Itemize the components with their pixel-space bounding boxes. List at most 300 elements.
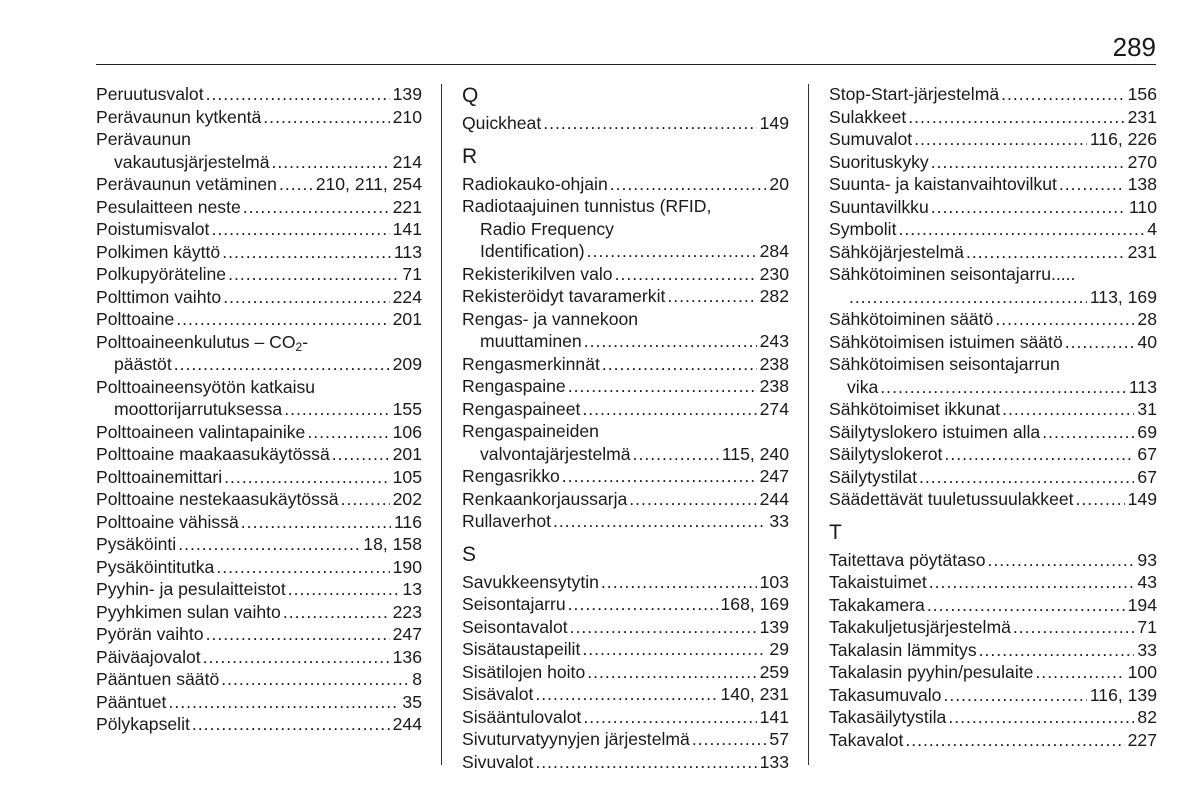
entry-page-ref: 247 [759, 466, 789, 486]
entry-page-ref: 138 [1127, 174, 1157, 194]
entry-page-ref: 238 [759, 353, 789, 374]
entry-term-text: Sisätaustapeilit [462, 639, 581, 659]
entry-term [480, 240, 585, 263]
index-entry [829, 571, 1157, 594]
entry-term [829, 241, 964, 264]
entry-page-ref: 149 [759, 113, 789, 133]
dot-leader [587, 661, 756, 684]
entry-term-text: Sisääntulovalot [462, 706, 582, 727]
index-entry [96, 713, 422, 736]
index-entry [829, 331, 1157, 354]
entry-term-text: Suunta- ja kaistanvaihtovilkut [829, 174, 1057, 194]
dot-leader [584, 330, 757, 353]
index-entry [96, 83, 422, 106]
index-entry [96, 106, 422, 129]
dot-leader [667, 285, 756, 308]
dot-leader [966, 241, 1125, 264]
index-entry [829, 353, 1157, 376]
entry-page-ref: 209 [392, 354, 422, 374]
entry-term-text: Sähkötoiminen säätö [829, 309, 994, 329]
dot-leader [898, 218, 1144, 241]
entry-term-text: Pääntuen säätö [96, 669, 220, 689]
index-entry [462, 285, 789, 308]
entry-term [829, 308, 993, 331]
dot-leader [241, 511, 391, 534]
entry-page-ref: 4 [1147, 219, 1157, 239]
entry-page-ref: 100 [1127, 662, 1157, 682]
index-entry [96, 466, 422, 489]
entry-term [114, 353, 172, 376]
entry-term-text: Rullaverhot [462, 511, 551, 531]
entry-page-ref: 244 [759, 488, 789, 509]
entry-term [96, 578, 286, 601]
dot-leader [908, 106, 1124, 129]
dot-leader [283, 601, 390, 624]
index-column-3 [829, 83, 1157, 751]
index-entry [829, 421, 1157, 444]
entry-page-ref: 224 [392, 286, 422, 307]
entry-term-text: vika [847, 376, 879, 397]
index-entry [96, 668, 422, 691]
entry-term [829, 466, 917, 489]
entry-term-text: Poistumisvalot [96, 219, 210, 239]
dot-leader [568, 593, 718, 616]
entry-page-ref: 116 [393, 511, 422, 532]
entry-page-ref: 149 [1127, 489, 1157, 509]
index-entry [829, 398, 1157, 421]
index-entry [96, 691, 422, 714]
index-entry [96, 376, 422, 399]
index-entry [829, 549, 1157, 572]
entry-term [829, 488, 1074, 511]
dot-leader [224, 466, 389, 489]
dot-leader [176, 308, 389, 331]
entry-page-ref: 106 [392, 421, 422, 442]
dot-leader [905, 729, 1124, 752]
entry-term [96, 668, 219, 691]
entry-page-ref: 115, 240 [721, 443, 789, 464]
entry-term-text: Rengaspaine [462, 376, 566, 396]
entry-term [96, 308, 174, 331]
entry-term [829, 706, 946, 729]
index-entry [829, 308, 1157, 331]
entry-term [462, 593, 566, 616]
index-entry [96, 308, 422, 331]
entry-page-ref: 244 [392, 714, 422, 734]
index-entry [462, 398, 789, 421]
entry-page-ref: 93 [1137, 549, 1157, 570]
entry-term-text: Takakuljetusjärjestelmä [829, 617, 1011, 637]
entry-term [829, 616, 1011, 639]
entry-term-text: Sähkötoimisen istuimen säätö [829, 331, 1063, 352]
entry-term [462, 375, 566, 398]
entry-term-text: moottorijarrutuksessa [114, 399, 283, 419]
entry-page-ref: 82 [1137, 707, 1157, 727]
entry-term-text: Polttoaineen valintapainike [96, 421, 306, 442]
entry-term [462, 510, 551, 533]
dot-leader [914, 128, 1087, 151]
dot-leader [168, 691, 399, 714]
index-entry [96, 511, 422, 534]
entry-page-ref: 202 [392, 489, 422, 509]
index-entry [462, 465, 789, 488]
index-entry [96, 556, 422, 579]
dot-leader [582, 638, 766, 661]
entry-term [829, 331, 1063, 354]
dot-leader [1001, 83, 1125, 106]
entry-term [96, 173, 277, 196]
entry-page-ref: 141 [759, 706, 789, 727]
dot-leader [228, 263, 399, 286]
entry-term [829, 421, 1040, 444]
dot-leader [610, 173, 767, 196]
index-entry [829, 263, 1157, 286]
dot-leader [692, 728, 767, 751]
entry-term-subscript: 2 [295, 339, 303, 354]
entry-page-ref: 110 [1128, 196, 1157, 217]
section-letter-heading: T [829, 520, 842, 544]
dot-leader [849, 286, 1087, 309]
entry-term-text: Rengas- ja vannekoon [462, 308, 639, 329]
dot-leader [211, 218, 389, 241]
index-entry [96, 286, 422, 309]
index-entry [96, 623, 422, 646]
dot-leader [995, 308, 1134, 331]
dot-leader [1059, 173, 1125, 196]
entry-term-text: Polttimon vaihto [96, 286, 222, 307]
index-entry [96, 601, 422, 624]
index-entry [96, 488, 422, 511]
entry-term [829, 594, 925, 617]
dot-leader [948, 706, 1134, 729]
entry-term-text: Polttoaineensyötön katkaisu [96, 376, 316, 397]
entry-term [96, 601, 281, 624]
dot-leader [222, 241, 391, 264]
entry-term-text: Sähkötoiminen seisontajarru..... [829, 264, 1076, 284]
entry-page-ref: 274 [759, 398, 789, 419]
entry-term [96, 623, 204, 646]
dot-leader [568, 375, 757, 398]
entry-term-text: Sähköjärjestelmä [829, 241, 964, 262]
entry-term-text: Säädettävät tuuletussuulakkeet [829, 489, 1074, 509]
index-entry [462, 353, 789, 376]
entry-page-ref: 243 [759, 331, 789, 351]
entry-page-ref: 35 [402, 691, 422, 712]
entry-page-ref: 223 [392, 601, 422, 622]
page-number: 289 [1112, 32, 1156, 62]
entry-term-text: Polttoaine nestekaasukäytössä [96, 489, 339, 509]
index-entry [96, 578, 422, 601]
entry-term [96, 511, 239, 534]
index-entry [462, 195, 789, 218]
entry-term-text: Pyyhin- ja pesulaitteistot [96, 579, 286, 599]
entry-page-ref: 69 [1137, 421, 1157, 442]
dot-leader [174, 353, 390, 376]
index-entry [96, 421, 422, 444]
entry-page-ref: 18, 158 [363, 534, 422, 554]
dot-leader [615, 263, 757, 286]
entry-term [829, 128, 912, 151]
dot-leader [927, 594, 1125, 617]
index-entry [462, 263, 789, 286]
dot-leader [629, 488, 756, 511]
index-entry [462, 112, 789, 135]
index-entry [829, 706, 1157, 729]
dot-leader [263, 106, 389, 129]
entry-term [829, 83, 999, 106]
index-entry [462, 616, 789, 639]
entry-page-ref: 71 [402, 264, 422, 284]
entry-term [847, 376, 878, 399]
index-entry [462, 728, 789, 751]
entry-term-text: muuttaminen [480, 331, 582, 351]
index-entry [829, 241, 1157, 264]
entry-term-text: Säilytystilat [829, 466, 917, 487]
entry-page-ref: 31 [1137, 399, 1157, 419]
entry-page-ref: 231 [1127, 241, 1157, 262]
dot-leader [332, 443, 390, 466]
dot-leader [880, 376, 1126, 399]
dot-leader [931, 151, 1125, 174]
entry-page-ref: 210 [392, 106, 422, 127]
index-entry [96, 218, 422, 241]
entry-term [829, 729, 903, 752]
index-entry [462, 173, 789, 196]
dot-leader [943, 684, 1086, 707]
entry-page-ref: 136 [392, 646, 422, 667]
entry-term-text: Perävaunun kytkentä [96, 106, 262, 127]
entry-term-text: Takasumuvalo [829, 684, 942, 705]
entry-page-ref: 33 [769, 511, 789, 531]
dot-leader [1013, 616, 1135, 639]
entry-page-ref: 133 [759, 751, 789, 772]
entry-term [829, 106, 906, 129]
entry-term [96, 286, 221, 309]
dot-leader [633, 443, 719, 466]
entry-term-text: Pölykapselit [96, 714, 190, 734]
index-entry [462, 375, 789, 398]
section-letter-heading: S [462, 542, 477, 566]
entry-term [829, 661, 1033, 684]
entry-page-ref: 116, 139 [1089, 684, 1157, 705]
entry-term [96, 241, 220, 264]
entry-term-text: Rengaspaineiden [462, 421, 599, 441]
entry-term-text: Seisontavalot [462, 616, 568, 637]
entry-page-ref: 201 [392, 444, 422, 464]
entry-term-text: Takasäilytystila [829, 707, 947, 727]
entry-term-text: Polkimen käyttö [96, 241, 221, 262]
entry-term-text: Säilytyslokerot [829, 444, 943, 464]
entry-page-ref: 113, 169 [1089, 286, 1157, 307]
entry-page-ref: 214 [392, 151, 422, 172]
dot-leader [535, 683, 717, 706]
dot-leader [271, 151, 389, 174]
index-entry [462, 661, 789, 684]
entry-term [96, 691, 166, 714]
dot-leader [1042, 421, 1134, 444]
index-entry [829, 128, 1157, 151]
entry-term [462, 398, 580, 421]
entry-term [829, 639, 977, 662]
entry-term-text: Sulakkeet [829, 106, 907, 127]
dot-leader [587, 240, 757, 263]
dot-leader [601, 571, 757, 594]
entry-page-ref: 282 [759, 286, 789, 306]
entry-term-text: Rengasrikko [462, 466, 560, 486]
dot-leader [341, 488, 390, 511]
entry-term-text: Pyörän vaihto [96, 624, 204, 644]
entry-page-ref: 113 [393, 241, 422, 262]
index-entry [462, 638, 789, 661]
index-entry [462, 308, 789, 331]
entry-page-ref: 238 [759, 376, 789, 396]
dot-leader [1065, 331, 1135, 354]
dot-leader [203, 646, 390, 669]
index-entry [829, 684, 1157, 707]
entry-term [96, 196, 241, 219]
entry-term [829, 684, 941, 707]
entry-term [462, 661, 585, 684]
entry-term [96, 443, 330, 466]
entry-term [480, 443, 631, 466]
entry-page-ref: 210, 211, 254 [315, 174, 422, 194]
entry-term [114, 398, 282, 421]
entry-term-text: Päiväajovalot [96, 646, 201, 667]
index-entry [96, 173, 422, 196]
entry-term [462, 751, 533, 774]
entry-term-text: Sivuvalot [462, 751, 534, 772]
dot-leader [206, 83, 390, 106]
entry-term [462, 353, 600, 376]
entry-term-text: Säilytyslokero istuimen alla [829, 421, 1041, 442]
entry-term [829, 196, 929, 219]
index-entry [462, 571, 789, 594]
entry-term-text: Rekisterikilven valo [462, 263, 613, 284]
entry-term [462, 683, 533, 706]
index-entry [462, 330, 789, 353]
entry-term-suffix: - [302, 331, 309, 352]
entry-term [829, 571, 927, 594]
dot-leader [1035, 661, 1124, 684]
index-entry [96, 263, 422, 286]
index-column-1 [96, 83, 422, 736]
dot-leader [1002, 398, 1134, 421]
entry-term-text: Sumuvalot [829, 129, 913, 149]
entry-page-ref: 140, 231 [720, 684, 789, 704]
entry-term [96, 556, 214, 579]
entry-term-text: Suorituskyky [829, 151, 929, 172]
index-entry [829, 466, 1157, 489]
entry-term [462, 706, 581, 729]
entry-term-text: Pyyhkimen sulan vaihto [96, 601, 281, 622]
entry-term [462, 488, 627, 511]
entry-term-text: Pääntuet [96, 691, 167, 712]
entry-term [480, 330, 582, 353]
dot-leader [279, 173, 313, 196]
entry-term [96, 421, 305, 444]
entry-page-ref: 227 [1127, 729, 1157, 750]
entry-term-text: Takaistuimet [829, 572, 927, 592]
index-entry [462, 683, 789, 706]
entry-page-ref: 43 [1137, 572, 1157, 592]
entry-page-ref: 168, 169 [720, 594, 789, 614]
entry-page-ref: 28 [1137, 309, 1157, 329]
entry-term-text: Peruutusvalot [96, 84, 204, 104]
entry-term [462, 112, 541, 135]
entry-page-ref: 221 [392, 196, 422, 217]
entry-term-text: Savukkeensytytin [462, 571, 599, 592]
dot-leader [1076, 488, 1125, 511]
entry-term-text: Takakamera [829, 594, 925, 615]
dot-leader [988, 549, 1135, 572]
dot-leader [944, 443, 1134, 466]
entry-term-text: Sähkötoimiset ikkunat [829, 399, 1001, 419]
index-entry [96, 196, 422, 219]
entry-term [829, 218, 896, 241]
index-entry [96, 331, 422, 354]
entry-term [462, 173, 608, 196]
section-letter-heading: Q [462, 84, 479, 107]
column-divider [441, 84, 442, 765]
entry-term [829, 398, 1000, 421]
entry-page-ref: 105 [392, 466, 422, 487]
entry-page-ref: 13 [402, 579, 422, 599]
entry-term [96, 466, 222, 489]
entry-term-text: Polttoaine [96, 309, 175, 329]
entry-term [462, 285, 665, 308]
entry-term-text: Taitettava pöytätaso [829, 549, 986, 570]
entry-page-ref: 270 [1127, 151, 1157, 172]
entry-page-ref: 194 [1127, 594, 1157, 615]
index-entry [96, 128, 422, 151]
index-entry [462, 443, 789, 466]
dot-leader [535, 751, 756, 774]
index-entry [462, 488, 789, 511]
entry-page-ref: 29 [769, 639, 789, 659]
entry-page-ref: 284 [759, 241, 789, 261]
entry-term [96, 83, 204, 106]
entry-page-ref: 57 [769, 729, 789, 749]
index-entry [829, 151, 1157, 174]
entry-term-text: Polttoainemittari [96, 466, 223, 487]
entry-term-text: Stop-Start-järjestelmä [829, 84, 1000, 104]
index-entry [462, 706, 789, 729]
entry-term [829, 443, 942, 466]
entry-page-ref: 139 [759, 616, 789, 637]
entry-page-ref: 67 [1137, 444, 1157, 464]
index-entry [462, 593, 789, 616]
index-entry [462, 751, 789, 774]
section-letter-heading: R [462, 144, 478, 168]
dot-leader [979, 639, 1135, 662]
entry-term [462, 638, 580, 661]
dot-leader [192, 713, 390, 736]
dot-leader [570, 616, 757, 639]
dot-leader [919, 466, 1134, 489]
column-divider [808, 84, 809, 765]
dot-leader [931, 196, 1126, 219]
entry-page-ref: 155 [392, 399, 422, 419]
entry-term [96, 646, 201, 669]
dot-leader [178, 533, 360, 556]
entry-term [462, 616, 568, 639]
entry-term-text: Suuntavilkku [829, 196, 929, 217]
entry-term [96, 263, 226, 286]
index-entry [829, 729, 1157, 752]
entry-term-text: vakautusjärjestelmä [114, 151, 270, 172]
dot-leader [284, 398, 389, 421]
entry-term-text: Polttoaine vähissä [96, 511, 239, 532]
